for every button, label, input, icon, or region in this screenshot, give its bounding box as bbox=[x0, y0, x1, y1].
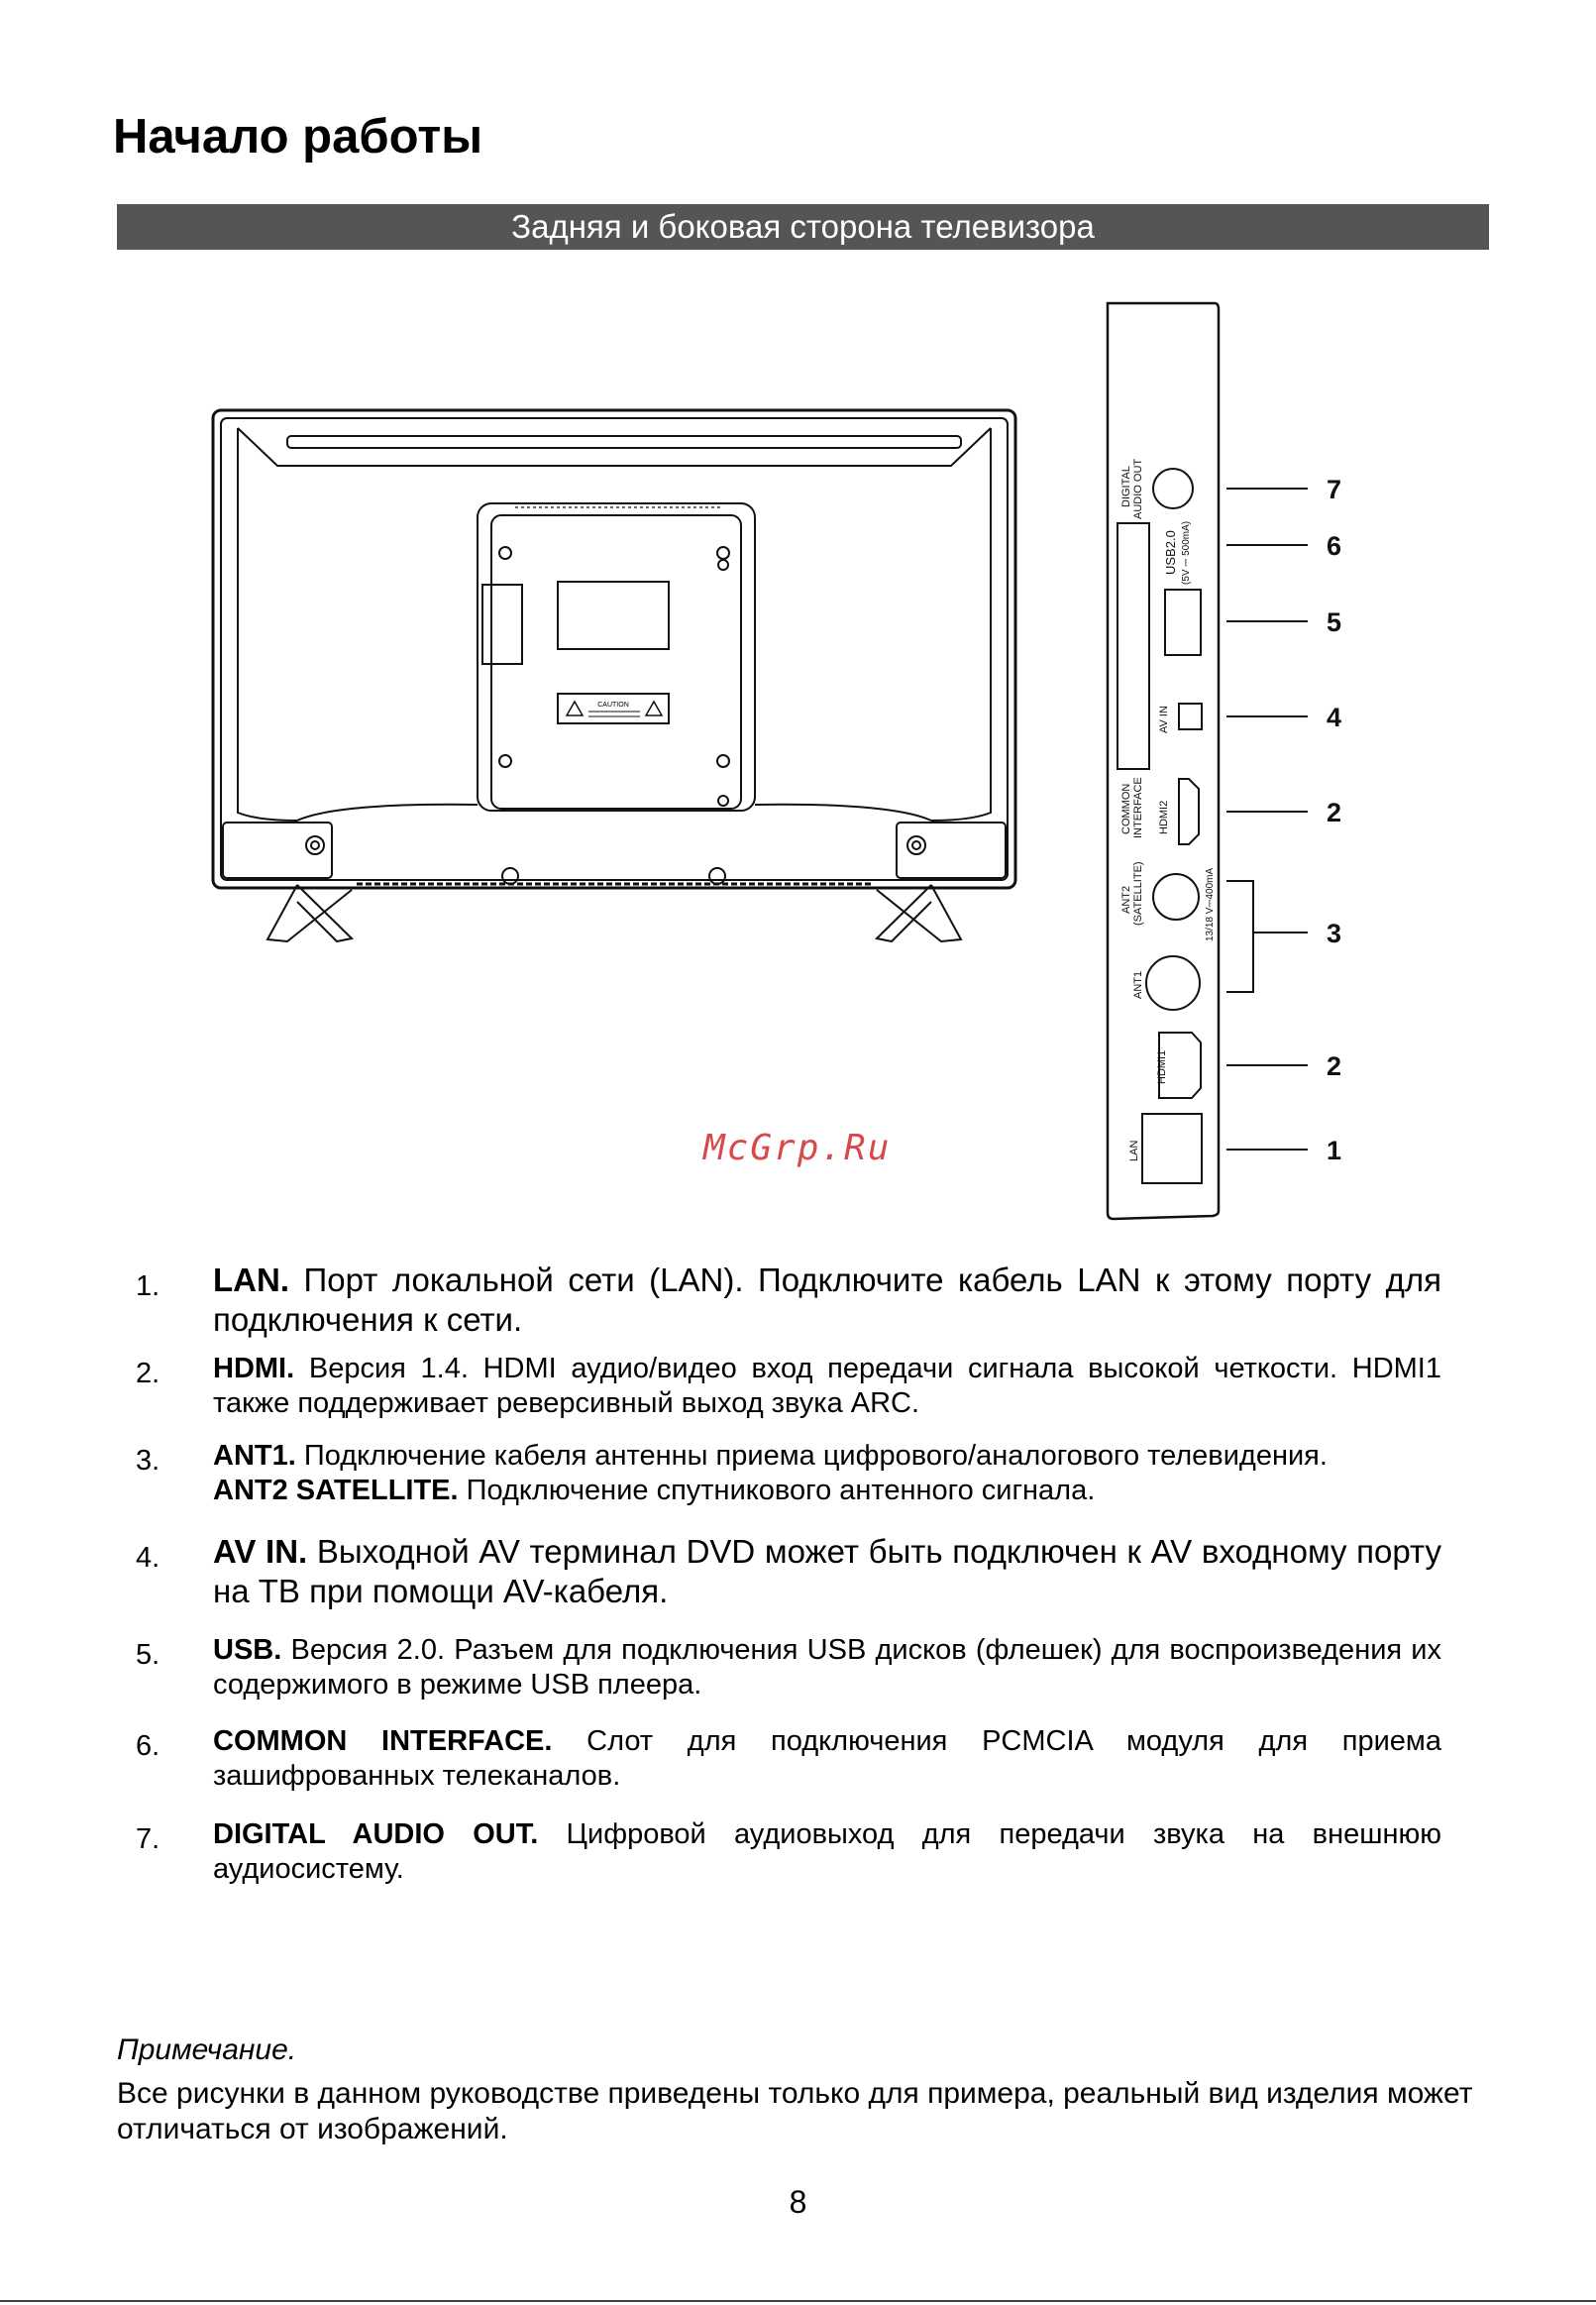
item-text bbox=[213, 1724, 1441, 1794]
usb-label-1: USB2.0 bbox=[1163, 530, 1178, 575]
item-label: HDMI. bbox=[213, 1353, 295, 1384]
item-description: Порт локальной сети (LAN). Подключите кабель LAN к этому порту для подключения к сети. bbox=[213, 1262, 1441, 1338]
item-description-2: Подключение спутникового антенного сигнала. bbox=[458, 1475, 1096, 1506]
note-text: Все рисунки в данном руководстве приведены только для примера, реальный вид изделия может отличаться от изображений. bbox=[117, 2077, 1473, 2145]
lan-label: LAN bbox=[1128, 1140, 1140, 1161]
ci-label-1: COMMON bbox=[1120, 783, 1132, 834]
item-text bbox=[213, 1817, 1441, 1887]
item-number: 5. bbox=[136, 1639, 160, 1671]
digital-audio-out-port bbox=[1153, 469, 1193, 508]
ant2-port bbox=[1153, 874, 1199, 920]
item-text bbox=[213, 1439, 1441, 1508]
av-in-label: AV IN bbox=[1158, 706, 1170, 733]
item-label: LAN. bbox=[213, 1262, 289, 1298]
item-description: Выходной AV терминал DVD может быть подключен к AV входному порту на ТВ при помощи AV-кабеля. bbox=[213, 1533, 1441, 1609]
callout-7: 7 bbox=[1327, 475, 1342, 504]
section-header: Задняя и боковая сторона телевизора bbox=[117, 204, 1489, 250]
callout-3: 3 bbox=[1327, 919, 1342, 948]
item-description: Версия 2.0. Разъем для подключения USB дисков (флешек) для воспроизведения их содержимого в режиме USB плеера. bbox=[213, 1634, 1441, 1701]
ant1-port bbox=[1146, 956, 1200, 1010]
callout-6: 6 bbox=[1327, 531, 1342, 561]
item-description: Слот для подключения PCMCIA модуля для приема зашифрованных телеканалов. bbox=[213, 1725, 1441, 1792]
item-label: AV IN. bbox=[213, 1533, 308, 1570]
item-label: ANT1. bbox=[213, 1440, 296, 1472]
side-port-panel bbox=[1108, 303, 1341, 1219]
ant1-label: ANT1 bbox=[1132, 970, 1144, 999]
item-label: USB. bbox=[213, 1634, 282, 1666]
watermark: McGrp.Ru bbox=[703, 1128, 892, 1168]
caution-label bbox=[567, 702, 662, 716]
item-number: 2. bbox=[136, 1358, 160, 1389]
item-number: 7. bbox=[136, 1823, 160, 1855]
av-in-port bbox=[1179, 704, 1202, 729]
digital-label-2: AUDIO OUT bbox=[1132, 458, 1144, 519]
item-label-2: ANT2 SATELLITE. bbox=[213, 1475, 459, 1506]
callout-2-hdmi2: 2 bbox=[1327, 798, 1342, 827]
item-text bbox=[213, 1261, 1441, 1340]
callout-1: 1 bbox=[1327, 1136, 1342, 1165]
hdmi1-label: HDMI1 bbox=[1156, 1049, 1168, 1084]
item-description: Версия 1.4. HDMI аудио/видео вход передачи сигнала высокой четкости. HDMI1 также поддерживает реверсивный выход звука ARC. bbox=[213, 1353, 1441, 1419]
page-title: Начало работы bbox=[113, 110, 483, 164]
item-number: 1. bbox=[136, 1270, 160, 1302]
page-number: 8 bbox=[789, 2184, 807, 2220]
digital-label-1: DIGITAL bbox=[1120, 466, 1132, 507]
tv-rear-view bbox=[213, 410, 1015, 941]
item-text bbox=[213, 1532, 1441, 1611]
caution-label-text: CAUTION bbox=[597, 702, 629, 709]
usb-label-2: (5V ⎓ 500mA) bbox=[1181, 520, 1192, 585]
item-label: DIGITAL AUDIO OUT. bbox=[213, 1818, 539, 1850]
item-description: Цифровой аудиовыход для передачи звука на внешнюю аудиосистему. bbox=[213, 1818, 1441, 1885]
note-title: Примечание. bbox=[117, 2033, 297, 2066]
callout-2-hdmi1: 2 bbox=[1327, 1051, 1342, 1081]
item-label: COMMON INTERFACE. bbox=[213, 1725, 553, 1757]
item-number: 6. bbox=[136, 1730, 160, 1762]
usb-port bbox=[1165, 590, 1201, 655]
hdmi2-label: HDMI2 bbox=[1158, 800, 1170, 834]
ci-label-2: INTERFACE bbox=[1132, 777, 1144, 838]
item-number: 4. bbox=[136, 1542, 160, 1574]
hdmi2-port bbox=[1179, 779, 1199, 844]
ant2-label-1: ANT2 bbox=[1120, 885, 1132, 914]
callout-5: 5 bbox=[1327, 607, 1342, 637]
bottom-rule bbox=[0, 2300, 1596, 2302]
item-number: 3. bbox=[136, 1445, 160, 1477]
item-description: Подключение кабеля антенны приема цифрового/аналогового телевидения. bbox=[295, 1440, 1328, 1472]
item-text bbox=[213, 1633, 1441, 1702]
callout-4: 4 bbox=[1327, 703, 1342, 732]
lan-port bbox=[1142, 1114, 1202, 1183]
ant2-power-label: 13/18 V⎓400mA bbox=[1205, 867, 1216, 941]
ant2-label-2: (SATELLITE) bbox=[1132, 861, 1144, 926]
item-text bbox=[213, 1352, 1441, 1421]
